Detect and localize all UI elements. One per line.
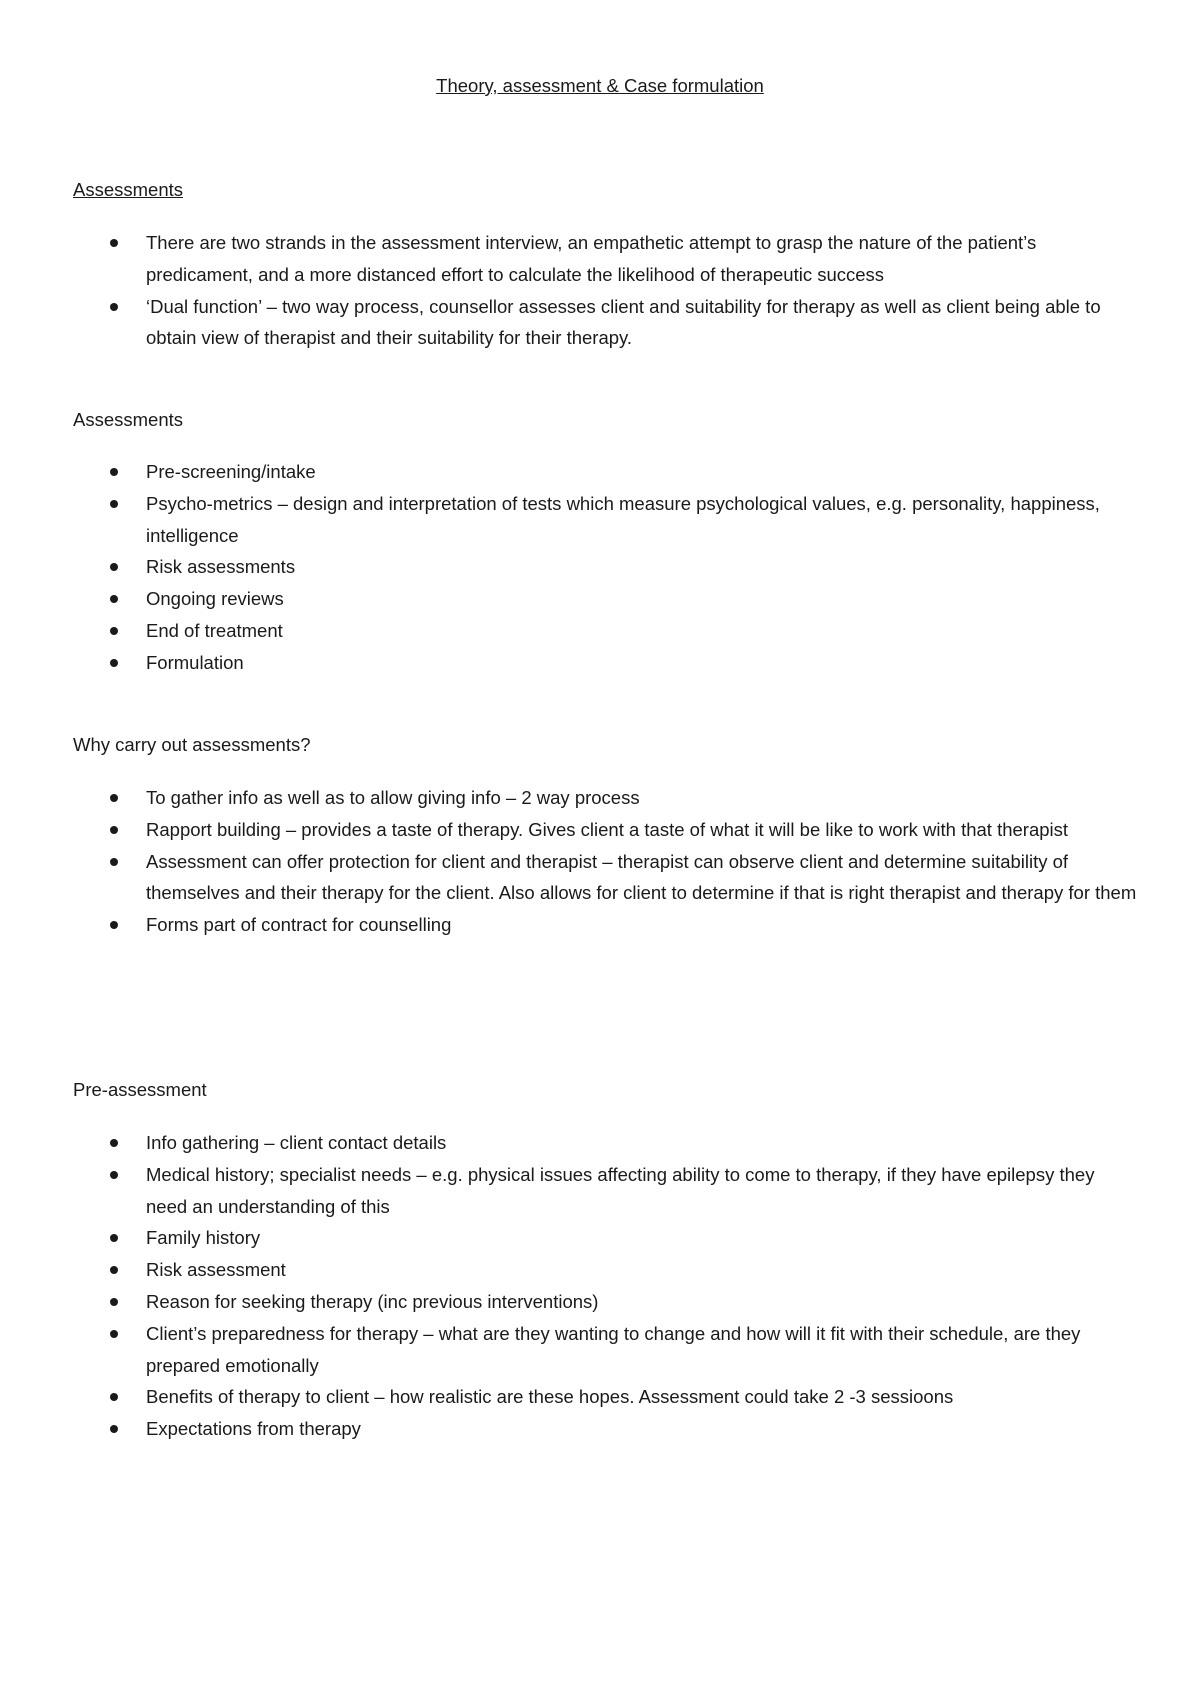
section-heading-pre-assessment: Pre-assessment <box>73 1079 207 1100</box>
list-item-text: Assessment can offer protection for client and therapist – therapist can observe client and determine suitability of themselves and their therapy for the client. Also allows for client to determine if that is right therapist and therapy for them <box>146 850 1137 904</box>
bullet-icon <box>110 1425 118 1433</box>
list-item <box>0 583 1200 615</box>
bullet-list-pre-assessment <box>0 1127 1200 1445</box>
bullet-icon <box>110 826 118 834</box>
bullet-icon <box>110 659 118 667</box>
list-item <box>0 909 1200 941</box>
list-item-text: Risk assessment <box>146 1259 286 1281</box>
bullet-icon <box>110 563 118 571</box>
bullet-icon <box>110 921 118 929</box>
bullet-list-why-assess <box>0 782 1200 941</box>
list-item-text: Formulation <box>146 651 244 673</box>
bullet-icon <box>110 468 118 476</box>
list-item <box>0 291 1200 355</box>
section-heading-assessments: Assessments <box>73 179 184 200</box>
list-item <box>0 1159 1200 1223</box>
bullet-icon <box>110 303 118 311</box>
bullet-icon <box>110 1330 118 1338</box>
list-item <box>0 551 1200 583</box>
list-item-text: Client’s preparedness for therapy – what are they wanting to change and how will it fit with their schedule, are they prepared emotionally <box>146 1322 1081 1376</box>
list-item <box>0 1127 1200 1159</box>
list-item <box>0 846 1200 910</box>
list-item <box>0 1381 1200 1413</box>
bullet-icon <box>110 595 118 603</box>
list-item-text: There are two strands in the assessment interview, an empathetic attempt to grasp the nature of the patient’s predicament, and a more distanced effort to calculate the likelihood of therapeutic success <box>146 232 1037 285</box>
list-item-text: ‘Dual function’ – two way process, counsellor assesses client and suitability for therapy as well as client being able to obtain view of therapist and their suitability for their therapy. <box>146 295 1101 349</box>
list-item <box>0 456 1200 488</box>
list-item-text: Forms part of contract for counselling <box>146 914 452 936</box>
list-item-text: Family history <box>146 1227 261 1249</box>
section-heading-assessments-types: Assessments <box>73 409 184 430</box>
bullet-icon <box>110 1139 118 1147</box>
bullet-icon <box>110 627 118 635</box>
list-item <box>0 1222 1200 1254</box>
list-item <box>0 1318 1200 1382</box>
bullet-icon <box>110 1234 118 1242</box>
bullet-list-assessment-types <box>0 456 1200 679</box>
bullet-icon <box>110 239 118 247</box>
list-item <box>0 615 1200 647</box>
list-item-text: Rapport building – provides a taste of therapy. Gives client a taste of what it will be like to work with that therapist <box>146 818 1069 840</box>
list-item <box>0 1413 1200 1445</box>
bullet-list-assessments <box>0 227 1200 354</box>
list-item-text: Benefits of therapy to client – how realistic are these hopes. Assessment could take 2 -3 sessioons <box>146 1386 954 1408</box>
list-item-text: To gather info as well as to allow giving info – 2 way process <box>146 787 640 808</box>
bullet-icon <box>110 1298 118 1306</box>
list-item-text: Psycho-metrics – design and interpretation of tests which measure psychological values, e.g. personality, happiness, intelligence <box>146 492 1100 546</box>
bullet-icon <box>110 1171 118 1179</box>
list-item-text: Risk assessments <box>146 556 296 578</box>
list-item <box>0 227 1200 291</box>
list-item <box>0 782 1200 814</box>
list-item-text: End of treatment <box>146 619 283 641</box>
bullet-icon <box>110 1266 118 1274</box>
list-item <box>0 814 1200 846</box>
bullet-icon <box>110 794 118 802</box>
list-item <box>0 1254 1200 1286</box>
bullet-icon <box>110 500 118 508</box>
bullet-icon <box>110 858 118 866</box>
list-item-text: Ongoing reviews <box>146 588 284 610</box>
list-item-text: Pre-screening/intake <box>146 461 316 482</box>
section-heading-why-assess: Why carry out assessments? <box>73 734 311 755</box>
list-item <box>0 647 1200 679</box>
document-title: Theory, assessment & Case formulation <box>436 75 764 96</box>
list-item-text: Expectations from therapy <box>146 1418 361 1440</box>
list-item-text: Info gathering – client contact details <box>146 1132 447 1153</box>
bullet-icon <box>110 1393 118 1401</box>
list-item <box>0 488 1200 552</box>
list-item-text: Medical history; specialist needs – e.g. physical issues affecting ability to come to therapy, if they have epilepsy they need an understanding of this <box>146 1163 1095 1217</box>
list-item <box>0 1286 1200 1318</box>
list-item-text: Reason for seeking therapy (inc previous interventions) <box>146 1290 599 1312</box>
